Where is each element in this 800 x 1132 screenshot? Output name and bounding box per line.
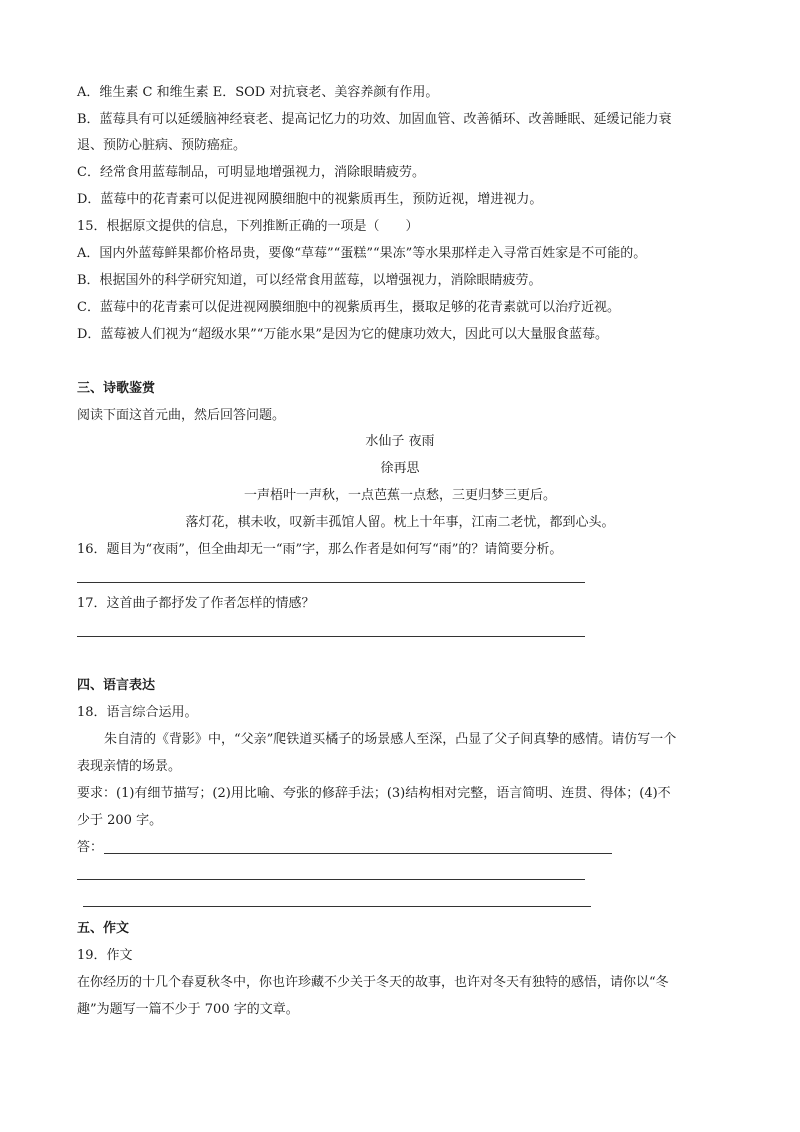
q14-option-b: B．蓝莓具有可以延缓脑神经衰老、提高记忆力的功效、加固血管、改善循环、改善睡眠、延缓记能力衰 bbox=[77, 112, 672, 127]
q19-prompt-line-2: 趣”为题写一篇不少于 700 字的文章。 bbox=[77, 1002, 299, 1017]
poem-line-1: 一声梧叶一声秋，一点芭蕉一点愁，三更归梦三更后。 bbox=[243, 488, 556, 503]
poem-author: 徐再思 bbox=[380, 461, 420, 476]
poem-line-2: 落灯花，棋未收，叹新丰孤馆人留。枕上十年事，江南二老忧，都到心头。 bbox=[185, 515, 615, 530]
q18-answer-line-2[interactable] bbox=[77, 879, 585, 880]
q18-answer-line-3[interactable] bbox=[83, 906, 591, 907]
q15-option-c: C．蓝莓中的花青素可以促进视网膜细胞中的视紫质再生，摄取足够的花青素就可以治疗近视。 bbox=[77, 300, 620, 315]
q17-stem: 17．这首曲子都抒发了作者怎样的情感？ bbox=[77, 596, 315, 611]
q15-stem: 15．根据原文提供的信息，下列推断正确的一项是（ ） bbox=[77, 219, 419, 234]
q18-requirements-line-2: 少于 200 字。 bbox=[77, 813, 163, 828]
section3-heading: 三、诗歌鉴赏 bbox=[77, 381, 156, 396]
answer-label: 答： bbox=[77, 840, 104, 855]
q18-prompt-line-1: 朱自清的《背影》中，“父亲”爬铁道买橘子的场景感人至深，凸显了父子间真挚的感情。请仿写一个 bbox=[104, 732, 677, 747]
q15-option-d: D．蓝莓被人们视为“超级水果”“万能水果”是因为它的健康功效大，因此可以大量服食蓝莓。 bbox=[77, 327, 609, 342]
q14-option-a: A．维生素 C 和维生素 E．SOD 对抗衰老、美容养颜有作用。 bbox=[77, 85, 439, 100]
q15-option-a: A．国内外蓝莓鲜果都价格昂贵，要像“草莓”“蛋糕”“果冻”等水果那样走入寻常百姓家是不可能的。 bbox=[77, 246, 647, 261]
q18-answer-line-1[interactable] bbox=[104, 853, 612, 854]
poem-title: 水仙子 夜雨 bbox=[365, 434, 435, 449]
section4-heading: 四、语言表达 bbox=[77, 678, 156, 693]
q17-answer-line[interactable] bbox=[77, 636, 585, 637]
q18-requirements-line-1: 要求：(1)有细节描写；(2)用比喻、夸张的修辞手法；(3)结构相对完整，语言简明、连贯、得体；(4)不 bbox=[77, 786, 671, 801]
q18-stem: 18．语言综合运用。 bbox=[77, 705, 198, 720]
q14-option-d: D．蓝莓中的花青素可以促进视网膜细胞中的视紫质再生，预防近视，增进视力。 bbox=[77, 192, 543, 207]
q18-prompt-line-2: 表现亲情的场景。 bbox=[77, 759, 182, 774]
q16-answer-line[interactable] bbox=[77, 582, 585, 583]
section5-heading: 五、作文 bbox=[77, 921, 130, 936]
q14-option-c: C．经常食用蓝莓制品，可明显地增强视力，消除眼睛疲劳。 bbox=[77, 165, 425, 180]
q16-stem: 16．题目为“夜雨”，但全曲却无一“雨”字，那么作者是如何写“雨”的？请简要分析。 bbox=[77, 542, 563, 557]
section3-intro: 阅读下面这首元曲，然后回答问题。 bbox=[77, 408, 286, 423]
q19-prompt-line-1: 在你经历的十几个春夏秋冬中，你也许珍藏不少关于冬天的故事，也许对冬天有独特的感悟，请你以“冬 bbox=[77, 975, 669, 990]
q15-option-b: B．根据国外的科学研究知道，可以经常食用蓝莓，以增强视力，消除眼睛疲劳。 bbox=[77, 273, 542, 288]
q14-option-b-cont: 退、预防心脏病、预防癌症。 bbox=[77, 138, 247, 153]
q19-stem: 19．作文 bbox=[77, 948, 133, 963]
